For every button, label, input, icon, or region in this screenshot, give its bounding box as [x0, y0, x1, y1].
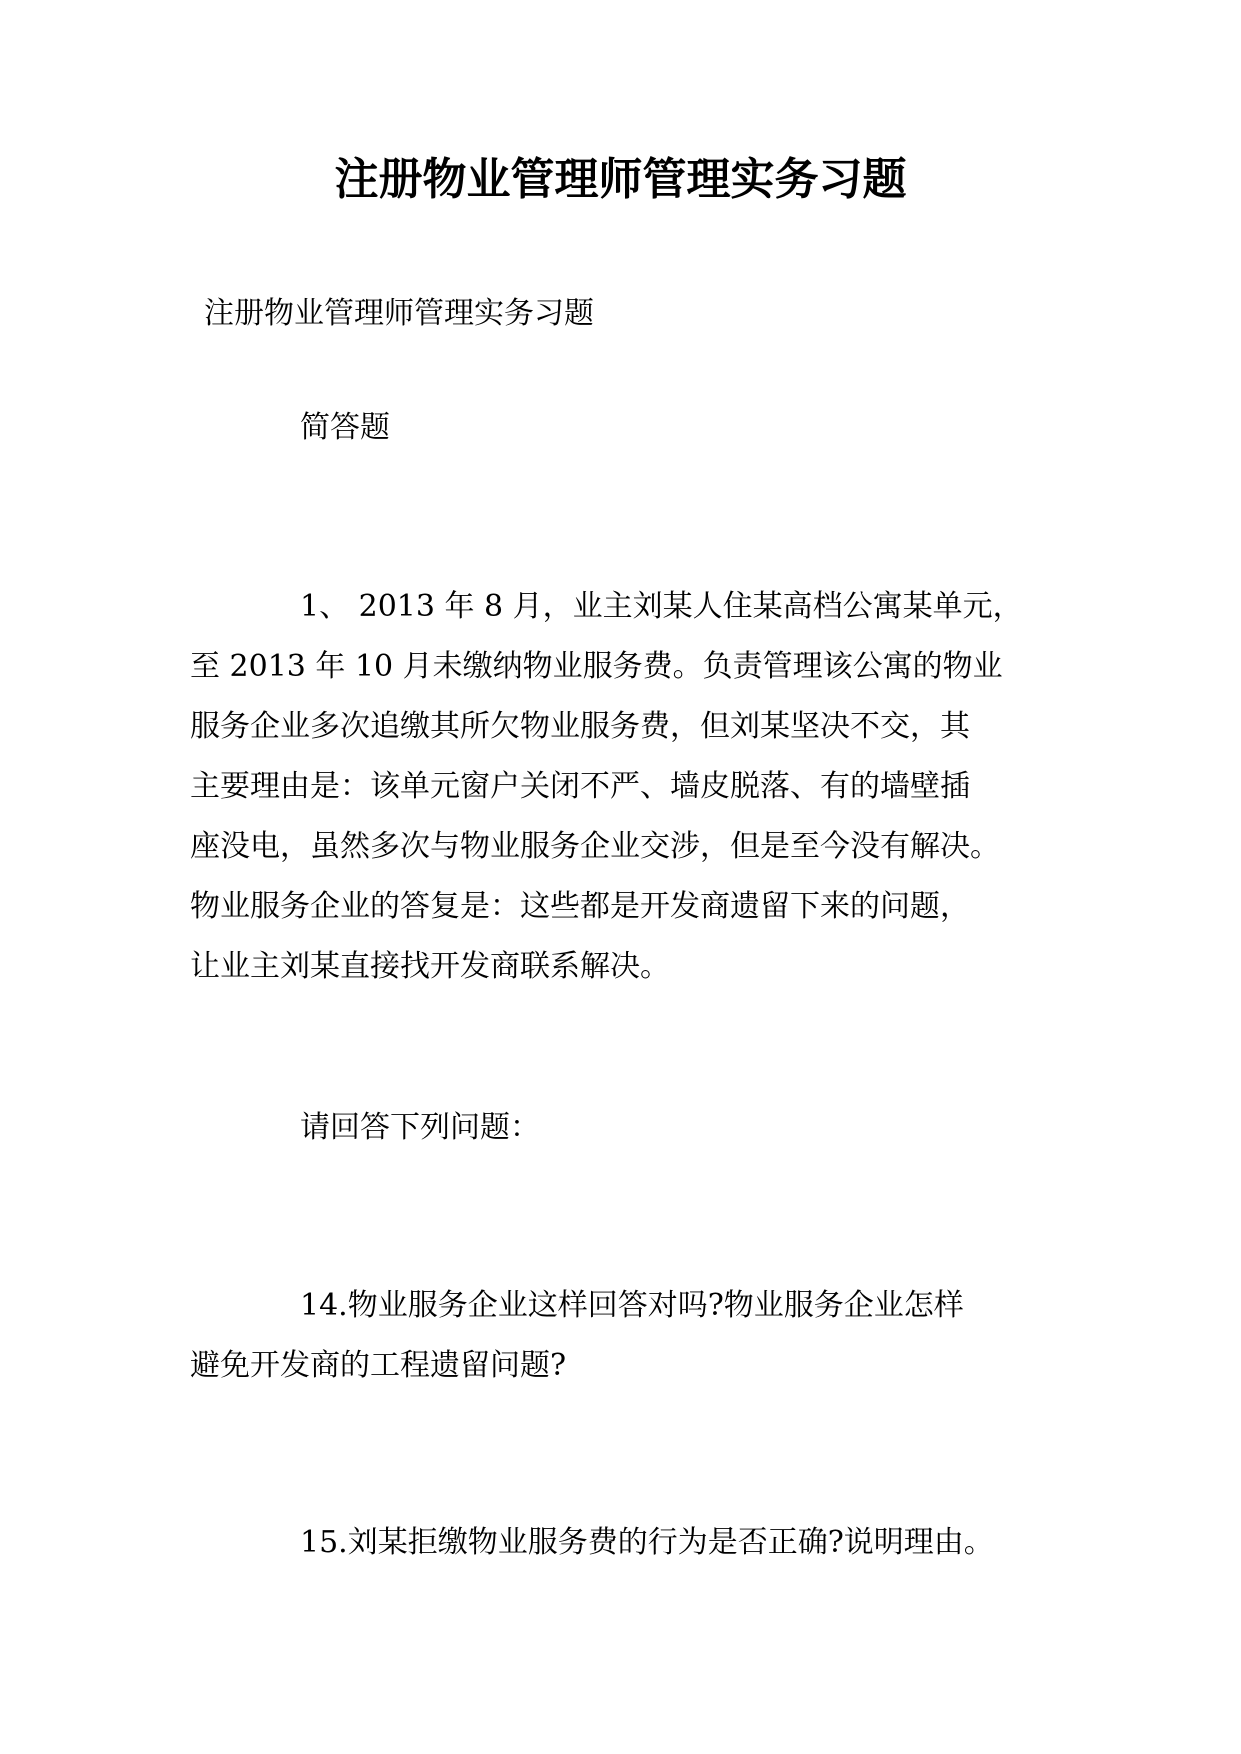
- case-line: 服务企业多次追缴其所欠物业服务费，但刘某坚决不交，其: [190, 709, 970, 744]
- document-title: 注册物业管理师管理实务习题: [334, 154, 907, 205]
- question-line: 14.物业服务企业这样回答对吗?物业服务企业怎样: [300, 1288, 964, 1323]
- question-15: 15.刘某拒缴物业服务费的行为是否正确?说明理由。: [300, 1525, 994, 1560]
- case-line: 让业主刘某直接找开发商联系解决。: [190, 949, 670, 984]
- case-line: 主要理由是：该单元窗户关闭不严、墙皮脱落、有的墙壁插: [190, 769, 970, 804]
- section-heading: 简答题: [300, 410, 390, 445]
- question-line: 避免开发商的工程遗留问题?: [190, 1348, 567, 1383]
- document-subtitle: 注册物业管理师管理实务习题: [204, 296, 594, 331]
- questions-prompt: 请回答下列问题：: [300, 1110, 540, 1145]
- case-line: 至 2013 年 10 月未缴纳物业服务费。负责管理该公寓的物业: [190, 649, 1003, 684]
- case-line: 物业服务企业的答复是：这些都是开发商遗留下来的问题，: [190, 889, 970, 924]
- case-line: 1、 2013 年 8 月，业主刘某人住某高档公寓某单元，: [300, 589, 1023, 624]
- case-line: 座没电，虽然多次与物业服务企业交涉，但是至今没有解决。: [190, 829, 1000, 864]
